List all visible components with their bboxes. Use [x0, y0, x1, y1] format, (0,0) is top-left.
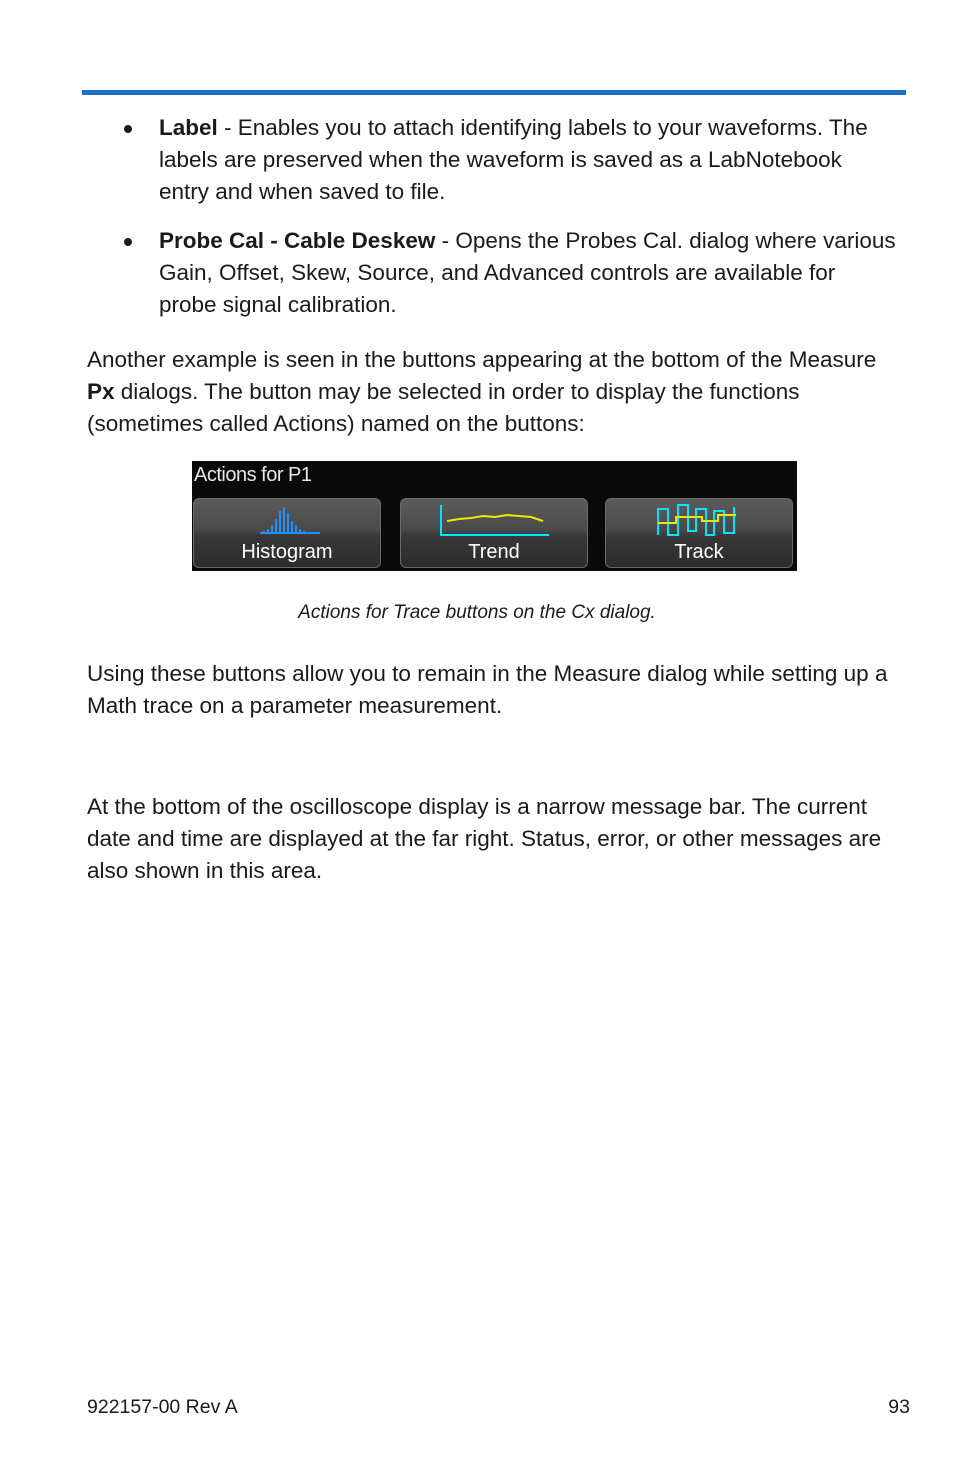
bullet-text: - Opens the Probes Cal. dialog where various Gain, Offset, Skew, Source, and Advanced controls are available for probe signal calibration.: [159, 228, 896, 317]
figure-caption: Actions for Trace buttons on the Cx dialog.: [298, 602, 656, 623]
paragraph-measure-buttons: [87, 344, 897, 440]
bullet-term: Label: [159, 115, 218, 140]
actions-screenshot: [192, 461, 797, 571]
histogram-icon: [194, 503, 382, 539]
histogram-label: Histogram: [241, 541, 333, 563]
track-icon: [606, 503, 794, 539]
footer-page-number: 93: [888, 1396, 910, 1418]
histogram-button[interactable]: [193, 498, 381, 568]
bullet-dot: [124, 238, 132, 246]
paragraph-measure-dialog: Using these buttons allow you to remain in the Measure dialog while setting up a Math trace on a parameter measurement.: [87, 661, 888, 718]
track-label: Track: [674, 541, 724, 563]
bullet-list: [117, 112, 897, 338]
paragraph-bold-term: Px: [87, 379, 115, 404]
bullet-term: Probe Cal - Cable Deskew: [159, 228, 436, 253]
header-rule: [82, 90, 906, 95]
track-button[interactable]: [605, 498, 793, 568]
trend-icon: [401, 503, 589, 539]
bullet-item-probe-cal: [117, 225, 897, 321]
bullet-text: - Enables you to attach identifying labels to your waveforms. The labels are preserved when the waveform is saved as a LabNotebook entry and when saved to file.: [159, 115, 868, 204]
paragraph-message-bar: At the bottom of the oscilloscope display is a narrow message bar. The current date and time are displayed at the far right. Status, error, or other messages are also shown in this area.: [87, 794, 882, 883]
trend-button[interactable]: [400, 498, 588, 568]
trend-label: Trend: [468, 541, 520, 563]
paragraph-text: dialogs. The button may be selected in order to display the functions (sometimes called Actions) named on the buttons:: [87, 379, 800, 436]
footer-doc-id: 922157-00 Rev A: [87, 1396, 238, 1418]
actions-title: Actions for P1: [194, 464, 312, 486]
paragraph-text: Another example is seen in the buttons appearing at the bottom of the Measure: [87, 347, 877, 372]
bullet-item-label: [117, 112, 897, 208]
bullet-dot: [124, 125, 132, 133]
